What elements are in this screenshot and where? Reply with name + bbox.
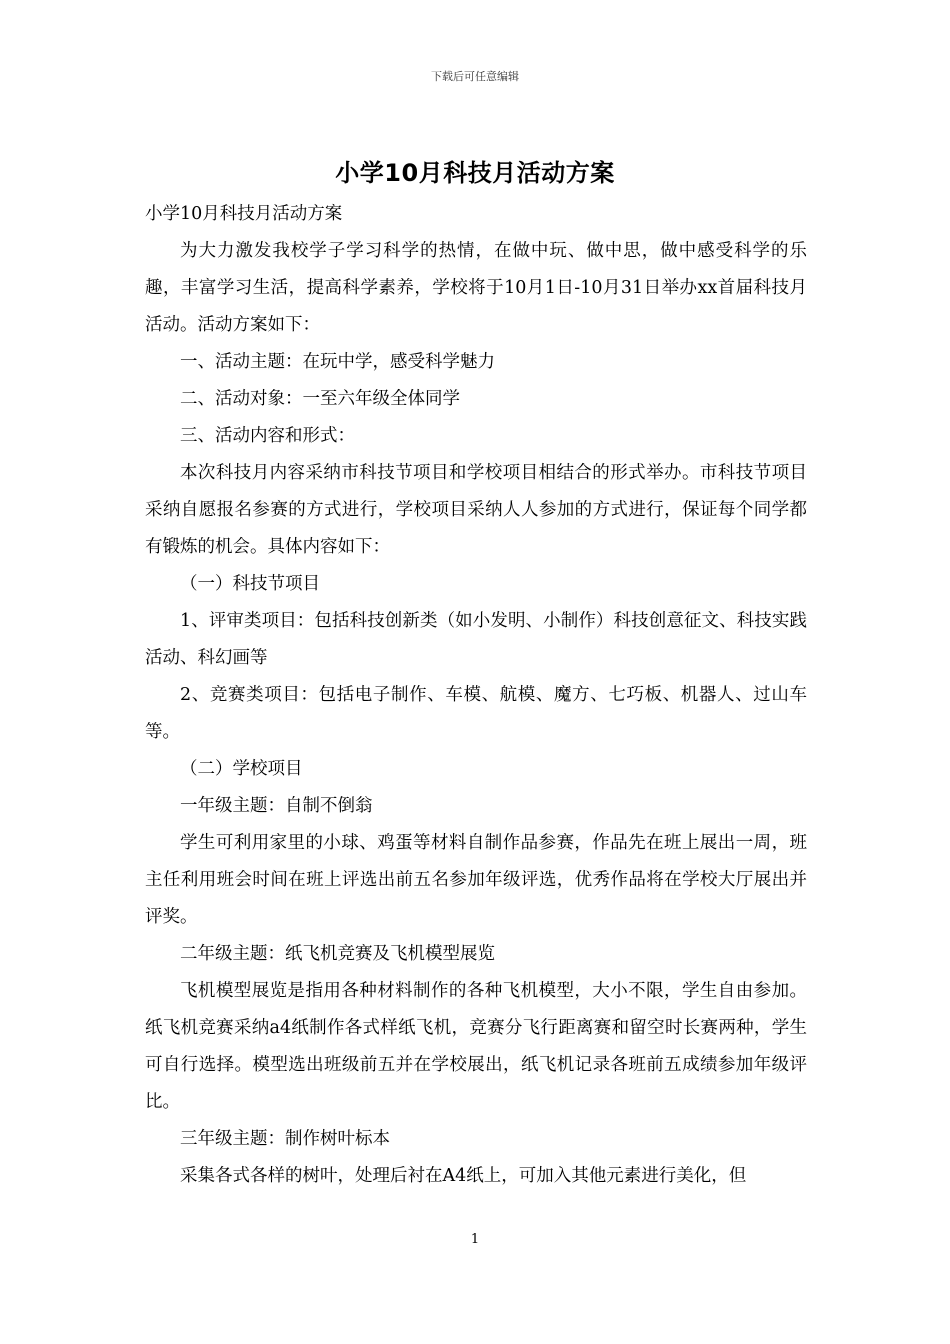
document-title: 小学10月科技月活动方案 — [335, 159, 615, 187]
paragraph: 二、活动对象：一至六年级全体同学 — [180, 389, 460, 409]
paragraph: 本次科技月内容采纳市科技节项目和学校项目相结合的形式举办。市科技节项目采纳自愿报名参赛的方式进行，学校项目采纳人人参加的方式进行，保证每个同学都有锻炼的机会。具体内容如下： — [145, 463, 807, 557]
paragraph: 一年级主题：自制不倒翁 — [180, 796, 373, 816]
paragraph: （二）学校项目 — [180, 759, 303, 779]
paragraph: 三年级主题：制作树叶标本 — [180, 1129, 390, 1149]
paragraph: 一、活动主题：在玩中学，感受科学魅力 — [180, 352, 495, 372]
paragraph: 飞机模型展览是指用各种材料制作的各种飞机模型，大小不限，学生自由参加。纸飞机竞赛采纳a4纸制作各式样纸飞机，竞赛分飞行距离赛和留空时长赛两种，学生可自行选择。模型选出班级前五并在学校展出，纸飞机记录各班前五成绩参加年级评比。 — [145, 981, 807, 1112]
paragraph: 1、评审类项目：包括科技创新类（如小发明、小制作）科技创意征文、科技实践活动、科幻画等 — [145, 611, 807, 668]
page-number: 1 — [470, 1232, 480, 1247]
paragraph: 采集各式各样的树叶，处理后衬在A4纸上，可加入其他元素进行美化，但 — [180, 1166, 747, 1186]
paragraph: 小学10月科技月活动方案 — [145, 204, 343, 224]
paragraph: 为大力激发我校学子学习科学的热情，在做中玩、做中思，做中感受科学的乐趣，丰富学习生活，提高科学素养，学校将于10月1日-10月31日举办xx首届科技月活动。活动方案如下： — [145, 241, 807, 335]
paragraph: 2、竞赛类项目：包括电子制作、车模、航模、魔方、七巧板、机器人、过山车等。 — [145, 685, 807, 742]
paragraph: （一）科技节项目 — [180, 574, 320, 594]
paragraph: 三、活动内容和形式： — [180, 426, 355, 446]
paragraph: 二年级主题：纸飞机竞赛及飞机模型展览 — [180, 944, 495, 964]
document-body — [145, 196, 807, 1195]
page-header: 下载后可任意编辑 — [431, 70, 519, 83]
paragraph: 学生可利用家里的小球、鸡蛋等材料自制作品参赛，作品先在班上展出一周，班主任利用班会时间在班上评选出前五名参加年级评选，优秀作品将在学校大厅展出并评奖。 — [145, 833, 807, 927]
